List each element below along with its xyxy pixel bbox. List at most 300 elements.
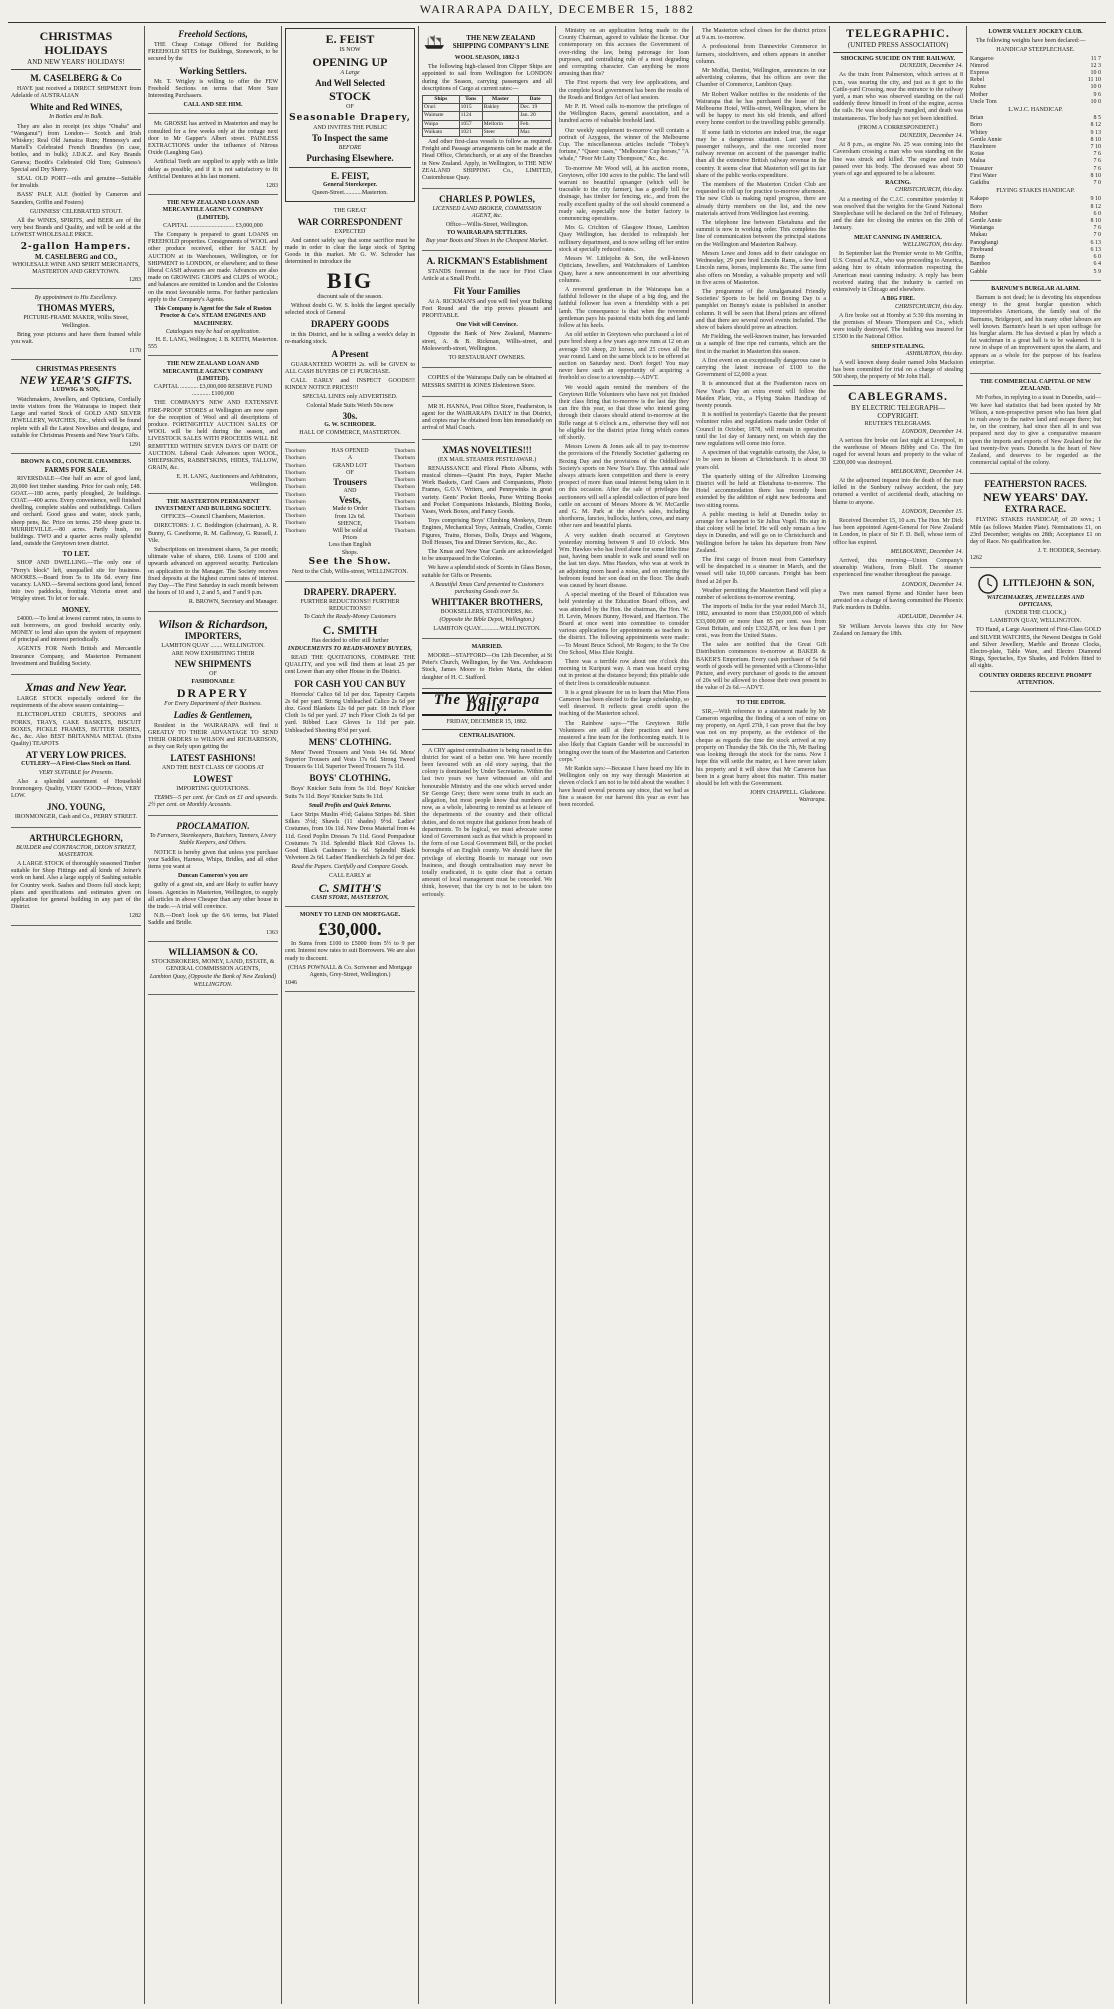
news-paragraph: It is notified in yesterday's Gazette that the present volunteer rules and regulations made under Order of Council in October, 1878, will remain in operation until the 1st day of January next, on which day the new regulations will come into force. [696, 412, 826, 447]
handicap-row [970, 63, 1101, 70]
mens-title: MENS' CLOTHING. [308, 736, 392, 747]
young-name: JNO. YOUNG, [47, 802, 105, 813]
ad-number: 1363 [266, 929, 278, 936]
smith-read2: Read the Papers. Cartfully and Compare Goods. [291, 864, 409, 871]
to-let-body: SHOP AND DWELLING.—The only one of "Perry's block" left, unequalled site for business. MOORES.—Board from 5s to 18s 6d. every fine vacancy. LAND.—Several sections good land, fenced into two paddocks, fronting Victoria street and Wrigley street. To let or for sale. [11, 560, 141, 603]
married-notice [422, 641, 552, 689]
cleghorn-name: ARTHURCLEGHORN, [29, 832, 123, 843]
mortgage-amount: £30,000. [318, 919, 382, 940]
news-paragraph: Mr Fielding, the well-known trainer, has forwarded us a sample of fine ripe red currants, which are the first in the market in Masterton this season. [696, 334, 826, 355]
thorburn-side-label: Thorburn [285, 455, 306, 462]
littlejohn-name: LITTLEJOHN & SON, [1002, 578, 1095, 589]
horse-name: Kuhne [970, 84, 986, 91]
smith-early: CALL EARLY at [329, 872, 371, 879]
thorburn-center-line: Trousers [333, 477, 367, 488]
war-big: BIG [326, 267, 374, 293]
to-let-title: TO LET. [62, 550, 90, 559]
ships-table-header [423, 96, 552, 104]
hanna-ad [422, 399, 552, 440]
ships-column-header: Tons [459, 96, 482, 104]
xmas-body: RENAISSANCE and Floral Photo Albums, with musical chimes—Quaint Pin trays, Papier Mache Work Baskets, Card Cases and Companions, Photo Frames, G.O.V. Writers, and Pennywinks in great variety. Gents' Pocket Books, Purse Writing Books and Pocket Companions Inkstands, Blotting Books, Vases, Work Boxes, and Fancy Goods. [422, 465, 552, 515]
handicap-row [970, 180, 1101, 187]
freehold-lead: THE Cheap Cottage Offered for Building FREEHOLD SITES for Buildings, Stonework, to be secured by the [148, 42, 278, 63]
war-colonial: Colonial Made Suits Worth 50s now [306, 402, 394, 409]
agents-body: AGENTS FOR North British and Mercantile Insurance Company, and Masterton Permanent Investment and Building Society. [11, 646, 141, 667]
xmas-select: We have a splendid stock of Scents in Glass Boxes, suitable for Gifts or Presents. [422, 565, 552, 579]
war-body2: Without doubt G. W. S. holds the largest specially selected stock of General [285, 302, 415, 317]
commerce-article [970, 376, 1101, 474]
london3-date: LONDON, December 14. [902, 581, 963, 588]
war-guarantee: GUARANTEED WORTH 2s. will be GIVEN to ALL CASH BUYERS OF £1 PURCHASE. [285, 361, 415, 375]
london2-date: LONDON, December 15. [902, 508, 963, 515]
london2-body: Received December 15, 10 a.m. The Hon. Mr Dick has been appointed Agent-General for New Zealand in London, in place of Sir F. D. Bell, whose term of office has expired. [833, 517, 963, 546]
nzloan-capital: CAPITAL .............................. £3,000,000 [163, 222, 263, 229]
rickman-body: STANDS foremost in the race for First Class Article at a Small Profit. [422, 269, 552, 283]
feist-before: BEFORE [338, 144, 362, 151]
littlejohn-addr: LAMBTON QUAY, WELLINGTON. [989, 618, 1081, 625]
news-paragraph: To-morrow Mr Wood will, at his auction rooms, Greytown, offer 100 acres to the public. The land will warrant no beautiful upsanger (which will be traceable to the city farmer), has a goodly bill for drainage, has timber for fencing, etc., and from the really excellent quality of the soil should commend a ready sale, especially now the butter factory is commencing operations. [559, 165, 689, 223]
horse-name: First Water [970, 172, 997, 179]
feath-sig: J. T. HODDER, Secretary. [1037, 548, 1101, 555]
masthead [422, 692, 552, 716]
horse-name: Whitey [970, 129, 988, 136]
freehold-title: Freehold Sections, [178, 29, 248, 39]
reuter: REUTER'S TELEGRAMS. [864, 420, 932, 427]
handicap-row [970, 225, 1101, 232]
news-paragraph: Messrs Lowe and Jones add to their catalogue on Wednesday, 29 pure bred Lincoln Rams, a few bred Lincoln rams, horses, implements &c. The same firm also offers on Monday, a valuable property and will in five acres of Masterton. [696, 250, 826, 286]
melb1-body: At the adjourned inquest into the death of the man killed in the Sunbury railway accident, the jury returned a verdict of accidental death, attaching no blame to anyone. [833, 477, 963, 506]
brown-title: BROWN & CO., COUNCIL CHAMBERS. [20, 459, 132, 466]
table-cell: Dec. 19 [519, 104, 552, 112]
wilson-title: Wilson & Richardson, [158, 616, 268, 631]
later-title: (FROM A CORRESPONDENT.) [857, 124, 939, 131]
wilson-for: For Every Department of their Business. [164, 701, 262, 708]
williamson-ad [148, 944, 278, 995]
news-paragraph: A special meeting of the Board of Education was held yesterday at the Education Board offices, and was attended by the Hon. the chairman, the Hon. W. H. Levin, Messrs Bunny, Howard, and Harrison. The Board at once went into committee to consider various applications for appointments as teachers in the district. The following appointments were made:—To Mount Bruce School, Mr Rogers; to the Te Ore Ore School, Miss Elsie Knight. [559, 592, 689, 656]
horse-name: Nimrod [970, 62, 989, 69]
thorburn-center-line: OF [346, 469, 354, 476]
horse-weight: 9 10 [1090, 196, 1101, 203]
horse-name: Bamboo [970, 261, 991, 268]
handicap-row [970, 56, 1101, 63]
thorburn-center-line: SHENCE, [337, 520, 363, 527]
thorburn-center-line: Prices [342, 535, 358, 542]
married-title: MARRIED. [471, 643, 503, 650]
table-cell: Orari [423, 104, 460, 112]
horse-weight: 5 9 [1093, 268, 1101, 275]
editorial-title: CENTRALISATION. [459, 733, 515, 740]
ships-table-body [423, 104, 552, 137]
thorburn-center-line: A [347, 455, 353, 462]
caselberg-lead: HAVE just received a DIRECT SHIPMENT from Adelaide of AUSTRALIAN [11, 86, 141, 100]
nzloan-sig: H. E. LANG, Wellington; J. B. KEITH, Masterton. [155, 336, 278, 343]
shock-date: DUNEDIN, December 14. [899, 63, 963, 70]
commerce-body: Mr Forbes, in replying to a toast in Dunedin, said—We have had statistics that had been quoted by Mr Wilson, a non-prospective person who has been glad to rush away to the native land and escape there; but he, on the contrary, had since then all in and was prepared next day to give a comparative measure upon the imports and exports of New Zealand for the last twenty-five years. Dunedin is the heart of New Zealand, and deserves to be regarded as the commercial capital of the colony. [970, 395, 1101, 467]
fit-families: Fit Your Families [453, 285, 521, 296]
thorburn-side-label: Thorburn [394, 520, 415, 527]
war-body: And cannot safely say that some sacrifice must be made in order to clear the large stock of Spring Goods in this market. Mr G. W. Schroder has determined to introduce the [285, 237, 415, 266]
one-visit: One Visit will Convince. [456, 322, 518, 329]
young-lead: LARGE STOCK especially ordered for the requirements of the above season containing— [11, 695, 141, 710]
thorburn-side-label: Thorburn [394, 527, 415, 534]
table-row [423, 112, 552, 120]
to-restaurant: TO RESTAURANT OWNERS. [448, 355, 526, 362]
wines-sub: In Bottles and in Bulk. [49, 114, 103, 121]
xmas-new-year-title: Xmas and New Year. [25, 679, 127, 694]
duncan-nb: N.B.—Don't look up the 6/6 terms, but Plated Saddle and Bridle. [148, 913, 278, 927]
horse-weight: 10 0 [1090, 98, 1101, 105]
table-cell: 1021 [459, 128, 482, 136]
nzloan-body: The Company is prepared to grant LOANS on FREEHOLD properties. Consignments of WOOL and other produce received, either for SALE by AUCTION at its Warehouses, Wellington, or for SHIPMENT to LONDON, or elsewhere; and to these liberal CASH advances are made. Advances are also made on GROWING CROPS and CLIPS of WOOL; and balances are remitted in London and the Colonies on the most favourable terms. For further particulars apply to the Company's Agents. [148, 232, 278, 303]
handicap-row [970, 218, 1101, 225]
powles-ad [422, 191, 552, 251]
war-drapery: DRAPERY GOODS [310, 319, 390, 330]
williamson-addr: Lambton Quay, (Opposite the Bank of New Zealand) WELLINGTON. [149, 974, 277, 988]
smith-lead: To Catch the Ready-Money Customers [303, 614, 397, 621]
new-years-day: NEW YEARS' DAY. [983, 490, 1088, 505]
young-also: Also a splendid assortment of Household Ironmongery. Quality, VERY GOOD—Prices, VERY LOW. [11, 778, 141, 800]
adelaide-body: Sir William Jervois leaves this city for New Zealand on January the 18th. [833, 623, 963, 637]
horse-weight: 6 13 [1090, 246, 1101, 253]
feist-seasonable: Seasonable Drapery, [289, 112, 411, 123]
presents-title: CHRISTMAS PRESENTS [35, 365, 117, 374]
table-cell: Jan. 20 [519, 112, 552, 120]
wilson-of: OF [209, 671, 217, 678]
caselberg-ad [11, 26, 141, 289]
myers-sub: PICTURE-FRAME MAKER, Willis Street, Wellington. [23, 315, 129, 329]
wilson-drapery: DRAPERY [176, 686, 250, 701]
table-row [423, 120, 552, 128]
wilson-ad [148, 614, 278, 817]
handicap2-title: L.W.J.C. HANDICAP. [1008, 107, 1063, 114]
new-years-holidays: AND NEW YEARS' HOLIDAYS! [27, 58, 125, 66]
masthead-title: The Wairarapa Daily. [433, 691, 541, 715]
feist-a-large: A Large [340, 70, 360, 77]
low-prices: AT VERY LOW PRICES. [25, 750, 127, 761]
london3-body: Two men named Byrne and Kinder have been arrested on a charge of having committed the Phoenix Park murders in Dublin. [833, 590, 963, 612]
horse-weight: 9 13 [1090, 129, 1101, 136]
sheep-title: SHEEP STEALING. [871, 343, 925, 350]
williamson-name: WILLIAMSON & CO. [168, 946, 258, 957]
nzland-body: THE COMPANY'S NEW AND EXTENSIVE FIRE-PROOF STORES at Wellington are now open for the reception of Wool and all descriptions of produce. FORTNIGHTLY AUCTION SALES OF WOOL will be held during the season, and LIVESTOCK SALES WITH PROCEEDS WILL BE REMITTED WITHIN SEVEN DAYS OF DATE OF AUCTION. Liberal Cash Advances upon WOOL, SHEEPSKINS, RABBITSKINS, HIDES, TALLOW, GRAIN, &c. [148, 400, 278, 472]
young-sub: IRONMONGER, Cash and Co., PERRY STREET. [14, 814, 138, 821]
fire-date: CHRISTCHURCH, this day. [894, 303, 963, 310]
thorburn-side-label: Thorburn [285, 513, 306, 520]
horse-weight: 6 4 [1093, 261, 1101, 268]
melb2-date: MELBOURNE, December 14. [890, 548, 963, 555]
horse-weight: 11 7 [1090, 55, 1101, 62]
ad-number: 1046 [285, 980, 297, 987]
wilson-import: IMPORTING QUOTATIONS. [176, 785, 250, 792]
thorburn-side-label: Thorburn [394, 491, 415, 498]
thorburn-grid [285, 448, 415, 556]
news-paragraph: Messrs Lowes & Jones ask all to pay to-morrow the provisions of the Friendly Societies' gathering on Boxing Day and the provisions of the Oddfellows' Society's sports on New Year's Day. This annual sale always attracts keen competition and there is every prospect of more than usual interest being taken in it on this occasion. After the sale of privileges the auctioneers will sell a splendid collection of pure bred cattle on account of Messrs Moore & W. McCardle and G. M. Park at the show's sales, including shorthorns, fancies, bullocks, heifers, cows, and many other rare and beautiful plants. [559, 444, 689, 530]
table-cell: Feb. [519, 120, 552, 128]
handicap1-list [970, 56, 1101, 106]
thorburn-side-label: Thorburn [285, 469, 306, 476]
thorburn-side-label: Thorburn [285, 484, 306, 491]
news-paragraph: Mr Robert Walker notifies to the residents of the Wairarapa that he has purchased the lease of the Melbourne Hotel, Willis-street, Wellington, where he will be happy to meet his old friends, and afford every home comfort to the travelling public generally. [696, 91, 826, 127]
freehold-body: Mr. T. Wrigley is willing to offer the FEW Freehold Sections on terms that More Sure Interesting Purchasers. [148, 78, 278, 100]
handicap-row [970, 254, 1101, 261]
horse-name: Firebrand [970, 246, 994, 253]
ad-number: 1291 [129, 441, 141, 448]
thorburn-center-line: HAS OPENED [331, 448, 369, 455]
column-1 [8, 26, 145, 2004]
fire-title: A BIG FIRE. [881, 296, 915, 303]
horse-name: Brian [970, 115, 984, 122]
news-paragraph: A professional from Dannevirke Commerce to farmers, stockdrivers, and others appears in another column. [696, 44, 826, 65]
handicap-row [970, 269, 1101, 276]
cleghorn-body: A LARGE STOCK of thoroughly seasoned Timber suitable for Shop Fittings and all kinds of Joiner's work on hand. Also a large supply of Sashing suitable for Country work. Sashes and Doors full stock kept; plans and specifications and estimates given on application for general building in any part of the District. [11, 861, 141, 911]
horse-weight: 7 6 [1093, 225, 1101, 232]
cameron-ad [148, 818, 278, 942]
money-title: MONEY. [62, 605, 90, 614]
shipping-header [422, 29, 552, 55]
featherston-ad [970, 476, 1101, 567]
horse-name: Kotae [970, 151, 985, 158]
letter-loc: Wairarapa. [798, 797, 826, 804]
freehold-ad [148, 26, 278, 114]
news-paragraph: Mr Rankin says:—Because I have heard my life in Wellington only on my way through Masterton at eleven o'clock I am not to be told about the weather. I have heard several persons say since, that we had as fine a season for our harvest this year as ever has been recorded. [559, 765, 689, 808]
shipping-body: The following high-classed Iron Clipper Ships are appointed to sail from Wellington for LONDON during the Season, carrying passengers and all descriptions of Cargo at current rates:— [422, 64, 552, 92]
wilson-lowest: LOWEST [193, 773, 233, 784]
thorburn-side-label: Thorburn [394, 469, 415, 476]
horse-weight: 10 0 [1090, 84, 1101, 91]
handicap-row [970, 70, 1101, 77]
guinness-stout: GUINNESS' CELEBRATED STOUT. [29, 208, 123, 215]
xmas-cards: The Xmas and New Year Cards are acknowledged to be unsurpassed in the Colonies. [422, 548, 552, 563]
horse-weight: 7 6 [1093, 151, 1101, 158]
ad-number: 1282 [129, 913, 141, 920]
horse-name: Boro [970, 122, 982, 129]
one-visit-body: Opposite the Bank of New Zealand, Manners-street, A. & B. Rickman, Willis-street, and Molesworth-street, Wellington. [422, 331, 552, 352]
feist-stock: STOCK [329, 89, 371, 104]
handicap-row [970, 144, 1101, 151]
thorburn-side-label: Thorburn [394, 498, 415, 505]
drapery-title: DRAPERY. DRAPERY. [303, 586, 397, 597]
shock-body: As the train from Palmerston, which arrives at 8 p.m., was nearing the city, and just as it got to the Cattle-yard Crossing, near the entrance to the railway yard, a man who was observed standing on the rail suddenly threw himself in front of the engine, across the rails. He was shockingly mangled, and death was instantaneous. The body has not yet been identified. [833, 72, 963, 122]
table-cell: 1057 [459, 120, 482, 128]
ludwig-name: LUDWIG & SON, [52, 387, 100, 394]
horse-name: Treasurer [970, 165, 993, 172]
mortgage-body: In Sums from £100 to £5000 from 5½ to 9 per cent. Interest now rates to suit Borrowers. We are also ready to discount. [285, 941, 415, 962]
table-row [423, 128, 552, 136]
handicap-row [970, 84, 1101, 91]
feist-addr: Queen-Street............Masterton. [312, 190, 388, 197]
caselberg-title: M. CASELBERG & Co [30, 73, 122, 83]
littlejohn-sub: WATCHMAKERS, JEWELLERS AND OPTICIANS, [986, 594, 1085, 608]
handicap-row [970, 92, 1101, 99]
table-cell [482, 112, 518, 120]
table-cell: Mar. [519, 128, 552, 136]
handicap-row [970, 166, 1101, 173]
feist-well-selected: And Well Selected [315, 78, 385, 89]
thorburn-right [394, 448, 415, 556]
hampers: 2-gallon Hampers. [20, 241, 132, 252]
powles-buy: Buy your Boots and Shoes in the Cheapest Market. [425, 238, 549, 245]
xmas-holidays-title: CHRISTMAS HOLIDAYS [39, 29, 113, 57]
thorburn-side-label: Thorburn [285, 477, 306, 484]
horse-weight: 7 6 [1093, 158, 1101, 165]
column-8 [967, 26, 1104, 2004]
thorburn-side-label: Thorburn [285, 448, 306, 455]
column-5 [556, 26, 693, 2004]
letter-body: SIR,—With reference to a statement made by Mr Cameron regarding the finding of a son of mine on my property, on April 27th, I can prove that the boy was not on my property, as the evidence of the cheque as regards the time the stock arrived at my property on Thursday the 5th. On the 7th, Mr Barling was looking through the stock for the rams. Now I hope this will settle the matter, as I have never taken his property and it will show that Mr Cameron has been in a great hurry about this matter. This matter should be left with the Government. [696, 708, 826, 787]
column-7 [830, 26, 967, 2004]
duncan-name: Duncan Cameron's you are [178, 873, 248, 880]
thorburn-side-label: Thorburn [394, 477, 415, 484]
news-paragraph: The sales are notified that the Great Gift Distribution commences to-morrow at BAKER & BAKER'S Emporium. Every cash purchaser of 5s 6d worth of goods will be presented with a Chromo-litho Picture, and every purchaser of goods to the amount of 20s will be allowed to choose their own present to the value of 2s 6d.—ADVT. [696, 642, 826, 692]
copies-ad [422, 370, 552, 396]
columns [8, 26, 1106, 2004]
farms-title: FARMS FOR SALE. [44, 466, 108, 475]
horse-name: Boro [970, 203, 982, 210]
thorburn-side-label: Thorburn [394, 455, 415, 462]
ships-column-header: Master [482, 96, 518, 104]
column-6 [693, 26, 830, 2004]
handicap-row [970, 240, 1101, 247]
proclamation-title: PROCLAMATION. [176, 821, 250, 832]
wilson-fash: FASHIONABLE [191, 679, 235, 686]
horse-name: Mother [970, 210, 988, 217]
news-paragraph: An old settler in Greytown who purchased a lot of pure bred sheep a few years ago now runs at 12 on an average 150 sheep, 20 horses, and 25 cows all the year round. Land on the same block is to be offered at auction on Saturday next. Don't forget! You may never have such an opportunity of acquiring a freehold so close to a township.—ADVT. [559, 332, 689, 382]
adelaide-date: ADELAIDE, December 14. [897, 614, 963, 621]
horse-name: Gentle Annie [970, 136, 1002, 143]
extra-race: EXTRA RACE. [1004, 504, 1066, 515]
handicap-row [970, 196, 1101, 203]
duncan-lead: NOTICE is hereby given that unless you purchase your Saddles, Harness, Whips, Bridles, and all other items you want at [148, 849, 278, 871]
littlejohn-ad [970, 570, 1101, 692]
wines-heading: White and Red WINES, [29, 102, 123, 113]
hanna-body: MR H. HANNA, Post Office Store, Featherston, is agent for the WAIRARAPA DAILY in that District, and copies may be obtained from him immediately on arrival of Mail Coach. [422, 403, 552, 432]
shipping-title: THE NEW ZEALAND SHIPPING COMPANY'S LINE [452, 34, 549, 50]
smith-store: C. SMITH'S [318, 880, 382, 895]
wilson-addr: LAMBTON QUAY ........ WELLINGTON. [161, 642, 265, 649]
feist-inspect: To Inspect the same [312, 132, 388, 143]
perm-title: THE MASTERTON PERMANENT INVESTMENT AND BUILDING SOCIETY. [155, 498, 271, 512]
dentist-ad [148, 116, 278, 195]
thorburn-center [306, 448, 394, 556]
horse-weight: 7 0 [1093, 232, 1101, 239]
schroder-ad [285, 204, 415, 443]
thorburn-side-label: Thorburn [394, 513, 415, 520]
table-cell: 1124 [459, 112, 482, 120]
london1-date: LONDON, December 14. [902, 428, 963, 435]
proclamation-body: To Farmers, Storekeepers, Butchers, Tanners, Livery Stable Keepers, and Others. [149, 833, 277, 847]
copies-body: COPIES of the Wairarapa Daily can be obtained at MESSRS SMITH & JONES Ebdentown Store. [422, 375, 552, 389]
thorburn-side-label: Thorburn [285, 520, 306, 527]
rickman-title: A. RICKMAN'S Establishment [426, 256, 548, 267]
table-cell: Mellorin [482, 120, 518, 128]
to-the-editor: TO THE EDITOR. [736, 699, 786, 706]
burglar-article [970, 283, 1101, 374]
news-paragraph: It is a great pleasure for us to learn that Miss Flora Cameron has been elected to the large scholarship, so well deserved. It reflects great credit upon the teaching of the Masterton school. [559, 689, 689, 718]
news-paragraph: Mrs G. Crichton of Glasgow House, Lambton Quay Wellington, has decided to relinquish her millinery department, and is now selling off her entire stock at specially reduced rates. [559, 225, 689, 253]
working-settlers: Working Settlers. [179, 65, 247, 76]
news-paragraph: Our weekly supplement to-morrow will contain a portrait of Azygous, the winner of the Melbourne Cup. The miscellaneous articles include "Tobey's fortune," "Queer cases," "Melbourne Cup horses," "A whale," "Poor Mr Laity Thompson," &c., &c. [559, 127, 689, 163]
feist-ad [285, 28, 415, 202]
united-press: (UNITED PRESS ASSOCIATION) [847, 41, 949, 49]
cleghorn-sub: BUILDER and CONTRACTOR, DIXON STREET, MASTERTON. [16, 844, 136, 858]
racing-date: CHRISTCHURCH, this day. [894, 187, 963, 194]
nzland-sig: E. H. LANG, Auctioneers and Arbitrators, Wellington. [176, 474, 278, 488]
wilson-latest: LATEST FASHIONS! [170, 753, 256, 764]
table-cell: Steer [482, 128, 518, 136]
table-cell: Waipa [423, 120, 460, 128]
xmas-also: Toys comprising Boys' Climbing Monkeys, Drum Engines, Mechanical Toys, Animals, Cradles, Comic Figures, Trains, Horses, Dolls, Drays and Wagons, Doll Houses, Tea and Dinner Services, &c., &c. [422, 518, 552, 546]
jockey-club [970, 26, 1101, 281]
meat-date: WELLINGTON, this day. [902, 241, 963, 248]
ad-number: 1170 [129, 348, 141, 355]
powles-name: CHARLES P. POWLES, [439, 194, 535, 205]
wilson-body: Resident in the WAIRARAPA will find it GREATLY TO THEIR ADVANTAGE TO SEND THEIR ORDERS to WILSON and RICHARDSON, as they can Rely upon getting the [148, 722, 278, 751]
news-paragraph: Mr Moffat, Dentist, Wellington, announces in our advertising columns, that his offices are over the Chamber of Commerce, Lambton Quay. [696, 68, 826, 89]
horse-name: Panoghangi [970, 239, 999, 246]
thorburn-side-label: Thorburn [394, 462, 415, 469]
horse-weight: 12 3 [1090, 62, 1101, 69]
wilson-sub: IMPORTERS, [184, 630, 242, 641]
thorburn-side-label: Thorburn [394, 448, 415, 455]
horse-name: Gabble [970, 268, 988, 275]
bass-ale: BASS' PALE ALE (bottled by Cameron and Saunders, Griffin and Fosters) [11, 192, 141, 206]
war-hall: HALL OF COMMERCE, MASTERTON. [299, 430, 401, 437]
feist-opening: OPENING UP [312, 55, 388, 70]
horse-name: Kakapo [970, 196, 989, 203]
news-paragraph: We would again remind the members of the Greytown Rifle Volunteers who have not yet finished their class firing that to-morrow is the last day they can fire this year, so that those who intend going through their classes should attend to-morrow at the Rifle range at 6 o'clock a.m., otherwise they will not be eligible for the district prize firing which comes off shortly. [559, 384, 689, 441]
ships-table [422, 95, 552, 137]
news-paragraph: A very sudden death occurred at Greytown yesterday morning between 9 and 10 o'clock. Mrs Wm. Hawkes who has lived alone for some little time past, having been unable to walk and sound well on the last ten days. Miss Hawkes, who was at work in an adjoining room heard a noise, and on entering the bedroom found her son dead on the floor. The death was caused by heart disease. [559, 532, 689, 590]
news-paragraph: The imports of India for the year ended March 31, 1882, amounted to more than £50,000,000 of which £33,000,000 or more than 85 per cent. was from Great Britain, and only £332,878, or less than 1 per cent., was from the United States. [696, 604, 826, 640]
thorburn-side-label: Thorburn [394, 484, 415, 491]
commerce-title: THE COMMERCIAL CAPITAL OF NEW ZEALAND. [980, 378, 1091, 393]
horse-weight: 8 10 [1090, 218, 1101, 225]
ad-number: 555 [148, 344, 157, 351]
news-paragraph: A reverend gentleman in the Wairarapa has a faithful follower in the shape of a big dog, and the faithful follower has even a friendship with a pet lamb. The consequence is that when the reverend gentleman pays his pastoral visits both dog and lamb follow at his heels. [559, 286, 689, 329]
column-2 [145, 26, 282, 2004]
horse-name: Gentle Annie [970, 218, 1002, 225]
horse-name: Malua [970, 158, 986, 165]
cable-lead: BY ELECTRIC TELEGRAPH—COPYRIGHT. [850, 403, 946, 420]
ad-number: 1283 [129, 277, 141, 284]
xmas-ex: (EX MAIL STEAMER PESTEJAWAR.) [437, 456, 537, 463]
nzland-ad [148, 358, 278, 493]
thorburn-center-line: Less than English [328, 542, 372, 549]
melb2-body: Arrived, this morning—Union Company's steamship Waihora, from Bluff. The steamer experienced fine weather throughout the passage. [833, 557, 963, 579]
wilson-best: AND THE BEST CLASS OF GOODS AT [161, 765, 265, 772]
table-cell: Waikato [423, 128, 460, 136]
shock-title: SHOCKING SUICIDE ON THE RAILWAY. [840, 56, 956, 62]
horse-weight: 10 0 [1090, 70, 1101, 77]
horse-name: Rebel [970, 77, 984, 84]
families-body: At A. RICKMAN'S and you will feel your Bulking Feet Round and the trip proves pleasant and PROFITABLE. [422, 298, 552, 320]
feist-purchasing: Purchasing Elsewhere. [306, 153, 394, 164]
ludwig-ad [11, 362, 141, 454]
news-paragraph: It is announced that at the Featherston races on New Year's Day an extra event will follow the Maiden Plate, viz., a Flying Stakes Handicap of twenty pounds. [696, 381, 826, 409]
smith-read: READ THE QUOTATIONS, COMPARE THE QUALITY, and you will find them at least 25 per cent Lower than any other House in the District. [285, 654, 415, 676]
duncan-body: guilty of a great sin, and are likely to suffer heavy losses. Agencies in Masterton, Wellington, to supply all articles in above Cheaper than any other house in the trade.—A trial will convince. [148, 882, 278, 911]
thorburn-center-line: GRAND LOT [332, 462, 368, 469]
thorburn-center-line: Made to Order [332, 506, 368, 513]
ad-number: 1283 [266, 183, 278, 190]
new-years-gifts: NEW YEAR'S GIFTS. [19, 373, 133, 388]
news-paragraph: The programme of the Amalgamated Friendly Societies' Sports to be held on Boxing Day is a pamphlet on Bunny's estate is published in another column. It will be seen that liberal prizes are offered and that there are several novel events included. The show of bakers should prove an attraction. [696, 288, 826, 331]
horse-weight: 6 0 [1093, 254, 1101, 261]
meat-body: In September last the Premier wrote to Mr Griffin, U.S. Consul at N.Z., who was proceeding to America, asking him to obtain information respecting the American meat canning industry. A reply has been received stating that the industry is carried on extensively in Chicago and elsewhere. [833, 251, 963, 294]
thorburn-side-label: Thorburn [285, 462, 306, 469]
brown-ad [11, 456, 141, 675]
horse-name: Uncle Tom [970, 98, 997, 105]
